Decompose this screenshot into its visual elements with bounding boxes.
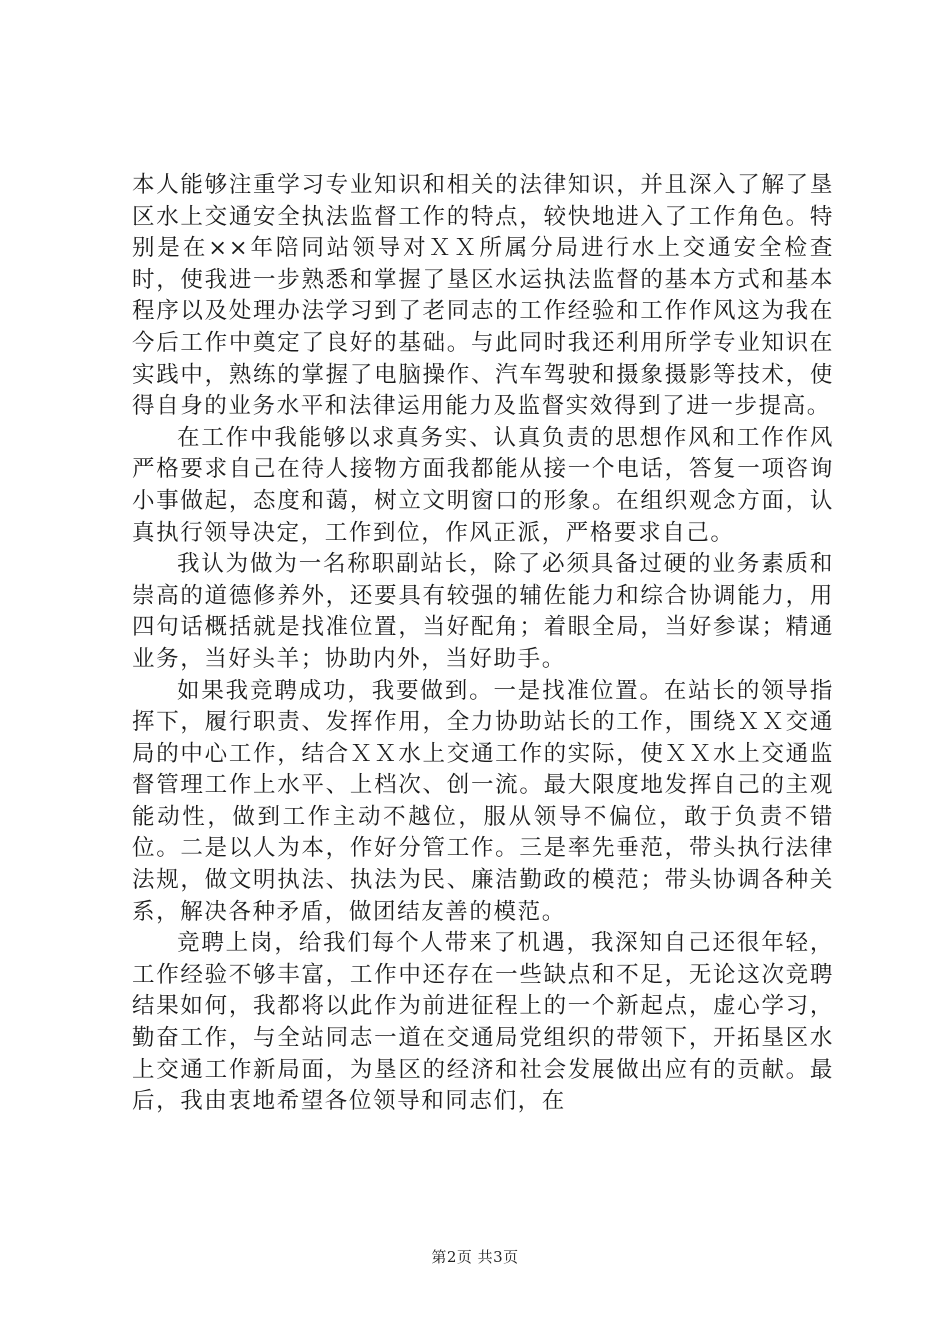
- paragraph-work-style: 在工作中我能够以求真务实、认真负责的思想作风和工作作风严格要求自己在待人接物方面我都能从接一个电话，答复一项咨询小事做起，态度和蔼，树立文明窗口的形象。在组织观念方面，认真执行领导决定，工作到位，作风正派，严格要求自己。: [132, 424, 834, 546]
- document-body: [132, 170, 834, 1118]
- paragraph-deputy-role: 我认为做为一名称职副站长，除了必须具备过硬的业务素质和崇高的道德修养外，还要具有较强的辅佐能力和综合协调能力，用四句话概括就是找准位置，当好配角；着眼全局，当好参谋；精通业务，当好头羊；协助内外，当好助手。: [132, 551, 834, 672]
- paragraph-closing: 竞聘上岗，给我们每个人带来了机遇，我深知自己还很年轻，工作经验不够丰富，工作中还存在一些缺点和不足，无论这次竞聘结果如何，我都将以此作为前进征程上的一个新起点，虚心学习，勤奋工作，与全站同志一道在交通局党组织的带领下，开拓垦区水上交通工作新局面，为垦区的经济和社会发展做出应有的贡献。最后，我由衷地希望各位领导和同志们，在: [132, 930, 834, 1115]
- paragraph-commitments: 如果我竞聘成功，我要做到。一是找准位置。在站长的领导指挥下，履行职责、发挥作用，全力协助站长的工作，围绕ＸＸ交通局的中心工作，结合ＸＸ水上交通工作的实际，使ＸＸ水上交通监督管理工作上水平、上档次、创一流。最大限度地发挥自己的主观能动性，做到工作主动不越位，服从领导不偏位，敢于负责不错位。二是以人为本，作好分管工作。三是率先垂范，带头执行法律法规，做文明执法、执法为民、廉洁勤政的模范；带头协调各种关系，解决各种矛盾，做团结友善的模范。: [132, 677, 834, 925]
- paragraph-continuation: 本人能够注重学习专业知识和相关的法律知识，并且深入了解了垦区水上交通安全执法监督工作的特点，较快地进入了工作角色。特别是在××年陪同站领导对ＸＸ所属分局进行水上交通安全检查时，使我进一步熟悉和掌握了垦区水运执法监督的基本方式和基本程序以及处理办法学习到了老同志的工作经验和工作作风这为我在今后工作中奠定了良好的基础。与此同时我还利用所学专业知识在实践中，熟练的掌握了电脑操作、汽车驾驶和摄象摄影等技术，使得自身的业务水平和法律运用能力及监督实效得到了进一步提高。: [132, 172, 834, 420]
- page-number-footer: 第2页 共3页: [431, 1248, 519, 1266]
